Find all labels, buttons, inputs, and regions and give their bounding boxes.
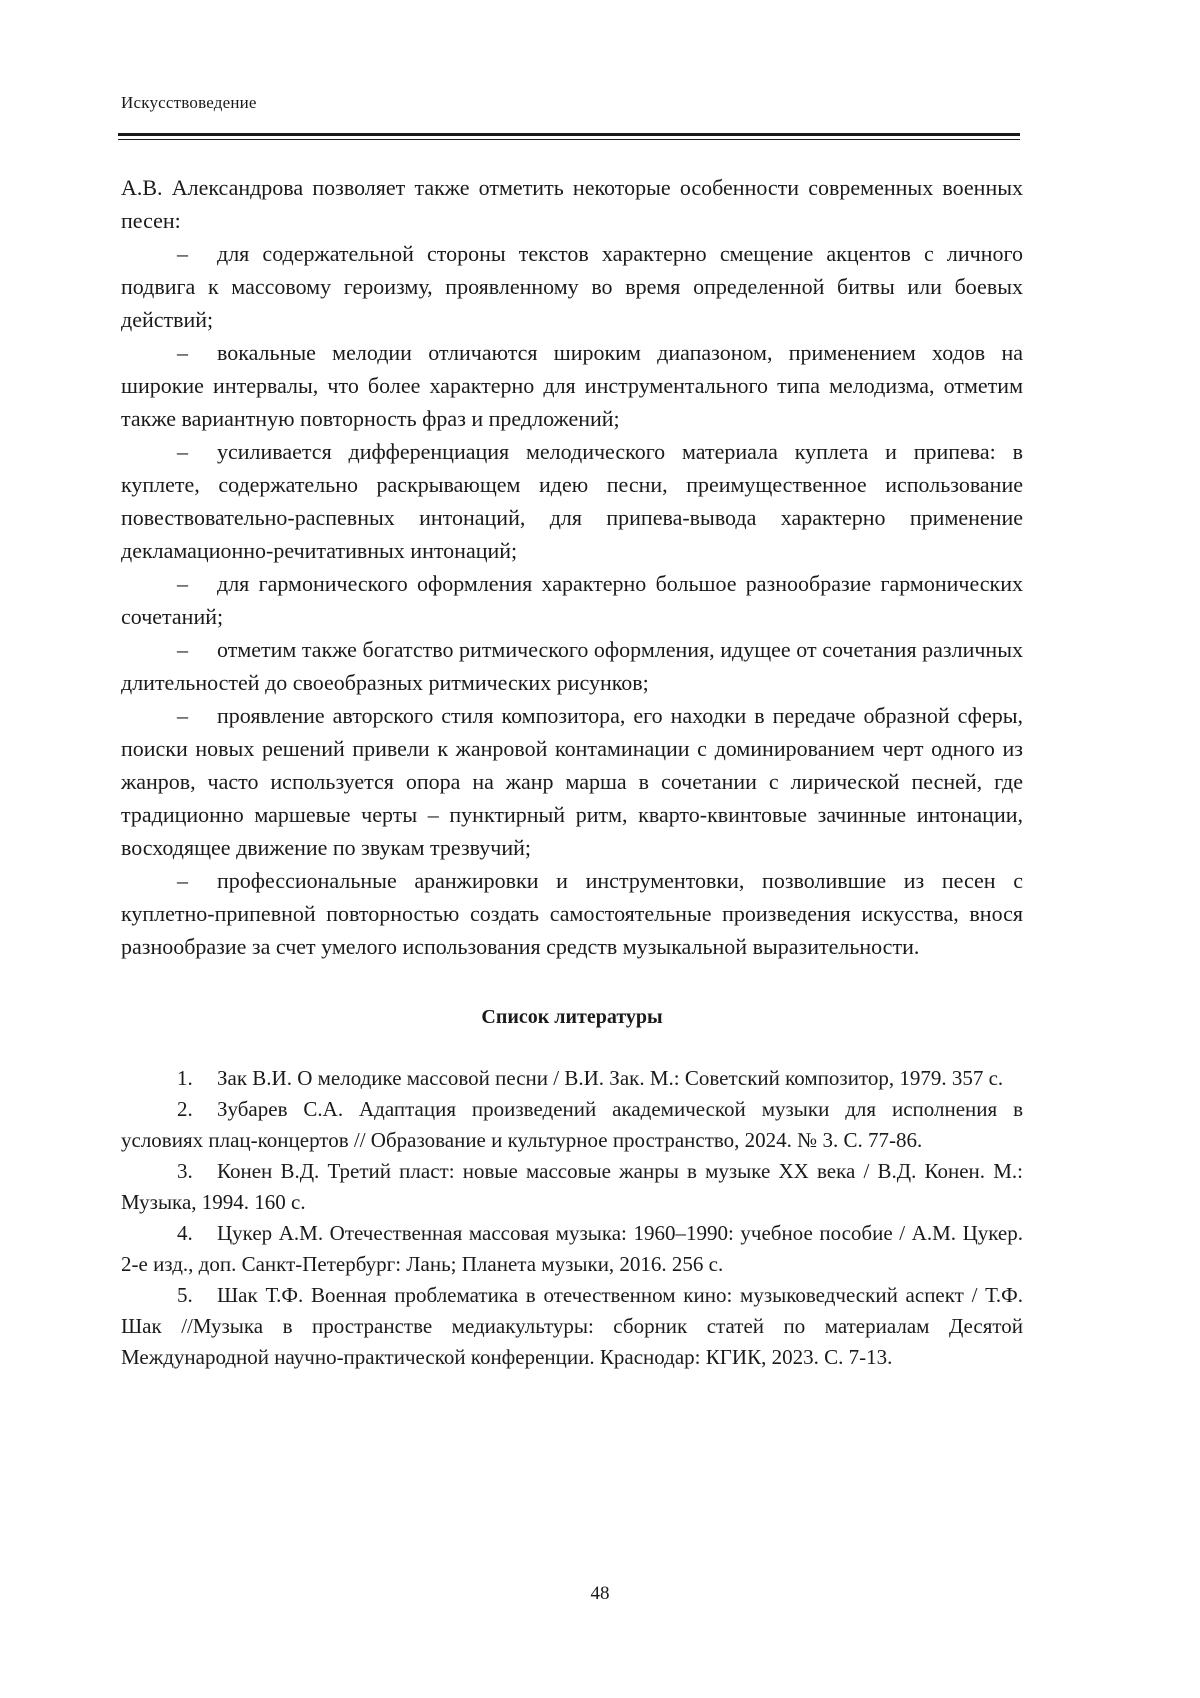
page-content [121,171,1023,1373]
reference-number: 3. [177,1159,193,1183]
reference-text: Зак В.И. О мелодике массовой песни / В.И. Зак. М.: Советский композитор, 1979. 357 с. [217,1066,1004,1090]
reference-number: 4. [177,1221,193,1245]
bullet-item [121,435,1023,567]
bullet-text: профессиональные аранжировки и инструментовки, позволившие из песен с куплетно-припевной повторностью создать самостоятельные произведения искусства, внося разнообразие за счет умелого использования средств музыкальной выразительности. [121,868,1023,959]
reference-item [121,1094,1023,1156]
dash-marker: – [177,637,188,662]
dash-marker: – [177,868,188,893]
references-heading: Список литературы [481,1006,663,1028]
reference-item [121,1063,1023,1094]
reference-text: Конен В.Д. Третий пласт: новые массовые жанры в музыке XX века / В.Д. Конен. М.: Музыка, 1994. 160 с. [121,1159,1023,1214]
header-rule-thick [118,133,1020,136]
dash-marker: – [177,241,188,266]
reference-item [121,1218,1023,1280]
reference-item [121,1156,1023,1218]
reference-item [121,1280,1023,1373]
bullet-item [121,633,1023,699]
bullet-text: для гармонического оформления характерно большое разнообразие гармонических сочетаний; [121,571,1023,629]
bullet-item [121,336,1023,435]
reference-number: 5. [177,1283,193,1307]
bullet-text: проявление авторского стиля композитора, его находки в передаче образной сферы, поиски новых решений привели к жанровой контаминации с доминированием черт одного из жанров, часто используется опора на жанр марша в сочетании с лирической песней, где традиционно маршевые черты – пунктирный ритм, кварто-квинтовые зачинные интонации, восходящее движение по звукам трезвучий; [121,703,1023,860]
reference-text: Шак Т.Ф. Военная проблематика в отечественном кино: музыковедческий аспект / Т.Ф. Шак //Музыка в пространстве медиакультуры: сборник статей по материалам Десятой Международной научно-практической конференции. Краснодар: КГИК, 2023. С. 7-13. [121,1283,1023,1369]
reference-text: Зубарев С.А. Адаптация произведений академической музыки для исполнения в условиях плац-концертов // Образование и культурное пространство, 2024. № 3. С. 77-86. [121,1097,1023,1152]
bullet-item [121,864,1023,963]
reference-number: 2. [177,1097,193,1121]
bullet-item [121,237,1023,336]
bullet-text: усиливается дифференциация мелодического материала куплета и припева: в куплете, содержательно раскрывающем идею песни, преимущественное использование повествовательно-распевных интонаций, для припева-вывода характерно применение декламационно-речитативных интонаций; [121,439,1023,563]
bullet-item [121,699,1023,864]
header-double-rule [118,133,1020,141]
bullet-text: вокальные мелодии отличаются широким диапазоном, применением ходов на широкие интервалы, что более характерно для инструментального типа мелодизма, отметим также вариантную повторность фраз и предложений; [121,340,1023,431]
reference-number: 1. [177,1066,193,1090]
reference-text: Цукер А.М. Отечественная массовая музыка: 1960–1990: учебное пособие / А.М. Цукер. 2-е изд., доп. Санкт-Петербург: Лань; Планета музыки, 2016. 256 с. [121,1221,1023,1276]
header-rule-thin [118,139,1020,140]
bullet-text: отметим также богатство ритмического оформления, идущее от сочетания различных длительностей до своеобразных ритмических рисунков; [121,637,1023,695]
dash-marker: – [177,439,188,464]
bullet-text: для содержательной стороны текстов характерно смещение акцентов с личного подвига к массовому героизму, проявленному во время определенной битвы или боевых действий; [121,241,1023,332]
running-head: Искусствоведение [121,93,257,112]
dash-marker: – [177,703,188,728]
dash-marker: – [177,340,188,365]
page-number: 48 [590,1583,610,1604]
lead-paragraph: А.В. Александрова позволяет также отметить некоторые особенности современных военных песен: [121,175,1023,233]
bullet-item [121,567,1023,633]
dash-marker: – [177,571,188,596]
